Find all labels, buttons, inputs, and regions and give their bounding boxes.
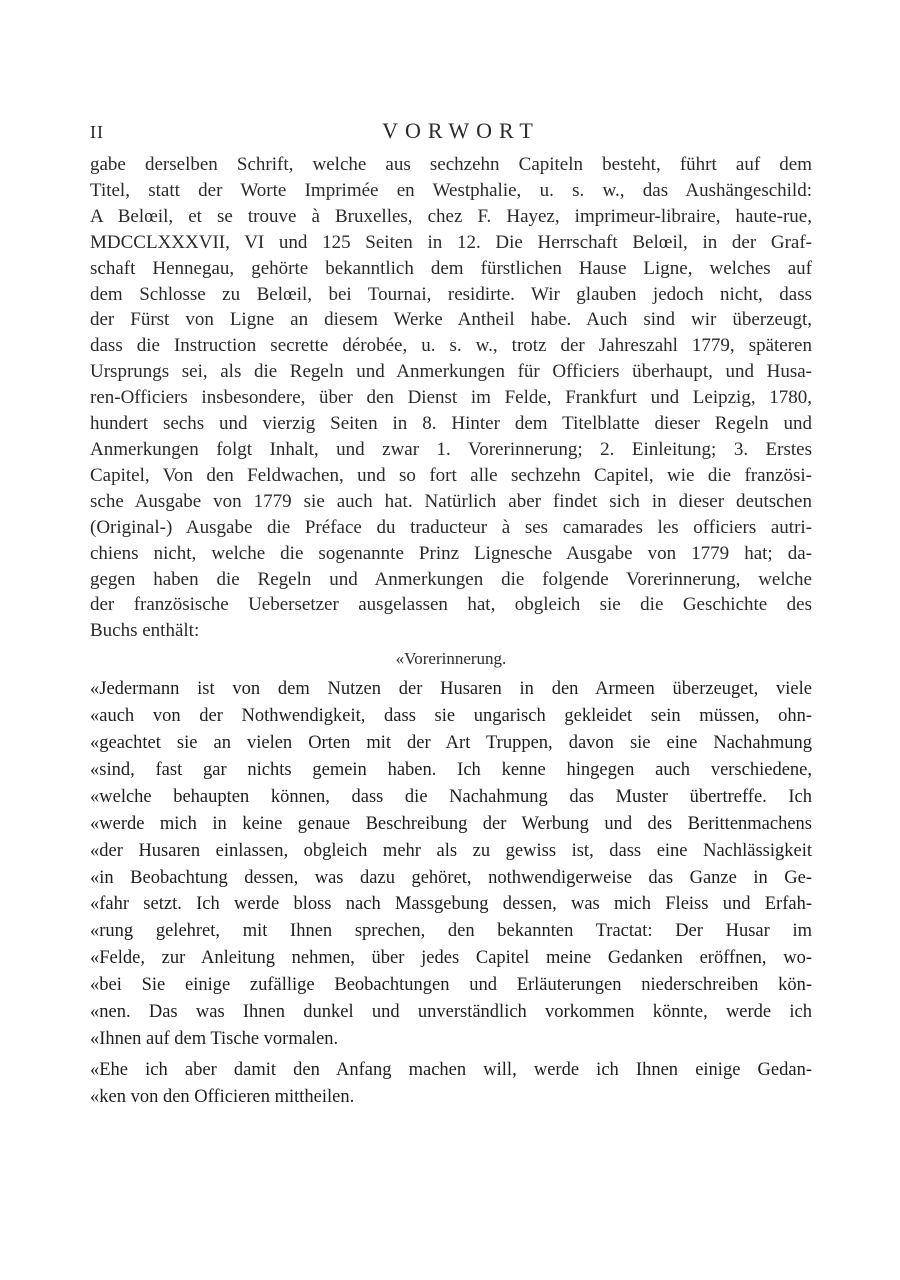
quote-line: «welche behaupten können, dass die Nachahmung das Muster übertreffe. Ich	[90, 786, 812, 807]
text-line: chiens nicht, welche die sogenannte Prinz Lignesche Ausgabe von 1779 hat; da-	[90, 542, 812, 564]
quote-heading: «Vorerinnerung.	[395, 649, 507, 669]
page-number: II	[90, 122, 104, 142]
quote-line: «rung gelehret, mit Ihnen sprechen, den bekannten Tractat: Der Husar im	[90, 921, 812, 942]
text-line: der Fürst von Ligne an diesem Werke Antheil habe. Auch sind wir überzeugt,	[90, 309, 812, 331]
text-line: Ursprungs sei, als die Regeln und Anmerkungen für Officiers überhaupt, und Husa-	[90, 361, 812, 383]
quote-line: «auch von der Nothwendigkeit, dass sie ungarisch gekleidet sein müssen, ohn-	[90, 706, 812, 727]
text-line: schaft Hennegau, gehörte bekanntlich dem fürstlichen Hause Ligne, welches auf	[90, 257, 812, 279]
page-header	[90, 118, 812, 152]
quote-line: «sind, fast gar nichts gemein haben. Ich kenne hingegen auch verschiedene,	[90, 759, 812, 780]
running-head: VORWORT	[382, 118, 540, 143]
quoted-paragraph-2	[90, 1057, 812, 1111]
text-line: dem Schlosse zu Belœil, bei Tournai, residirte. Wir glauben jedoch nicht, dass	[90, 283, 812, 305]
text-line: Titel, statt der Worte Imprimée en Westphalie, u. s. w., das Aushängeschild:	[90, 179, 812, 201]
quote-line: «nen. Das was Ihnen dunkel und unverständlich vorkommen könnte, werde ich	[90, 1002, 812, 1023]
text-line: ren-Officiers insbesondere, über den Dienst im Felde, Frankfurt und Leipzig, 1780,	[90, 387, 812, 409]
text-line: sche Ausgabe von 1779 sie auch hat. Natürlich aber findet sich in dieser deutschen	[90, 490, 812, 512]
text-line: der französische Uebersetzer ausgelassen hat, obgleich sie die Geschichte des	[90, 594, 812, 616]
page	[90, 118, 812, 1111]
quote-line: «Ihnen auf dem Tische vormalen.	[90, 1029, 339, 1049]
quote-line: «fahr setzt. Ich werde bloss nach Massgebung dessen, was mich Fleiss und Erfah-	[90, 894, 812, 915]
body-paragraph	[90, 152, 812, 644]
quoted-paragraph	[90, 676, 812, 1053]
text-line: dass die Instruction secrette dérobée, u. s. w., trotz der Jahreszahl 1779, späteren	[90, 335, 812, 357]
quote-line: «Jedermann ist von dem Nutzen der Husaren in den Armeen überzeuget, viele	[90, 679, 812, 700]
quote-line: «in Beobachtung dessen, was dazu gehöret, nothwendigerweise das Ganze in Ge-	[90, 867, 812, 888]
quote-line: «Felde, zur Anleitung nehmen, über jedes Capitel meine Gedanken eröffnen, wo-	[90, 948, 812, 969]
quote-line: «Ehe ich aber damit den Anfang machen will, werde ich Ihnen einige Gedan-	[90, 1059, 812, 1080]
text-line: Capitel, Von den Feldwachen, und so fort alle sechzehn Capitel, wie die französi-	[90, 464, 812, 486]
text-line: hundert sechs und vierzig Seiten in 8. Hinter dem Titelblatte dieser Regeln und	[90, 413, 812, 435]
quote-line: «geachtet sie an vielen Orten mit der Art Truppen, davon sie eine Nachahmung	[90, 733, 812, 754]
text-line: MDCCLXXXVII, VI und 125 Seiten in 12. Die Herrschaft Belœil, in der Graf-	[90, 231, 812, 253]
text-line: Anmerkungen folgt Inhalt, und zwar 1. Vorerinnerung; 2. Einleitung; 3. Erstes	[90, 438, 812, 460]
text-line: (Original-) Ausgabe die Préface du traducteur à ses camarades les officiers autri-	[90, 516, 812, 538]
text-line: Buchs enthält:	[90, 620, 200, 642]
quote-line: «der Husaren einlassen, obgleich mehr als zu gewiss ist, dass eine Nachlässigkeit	[90, 840, 812, 861]
text-line: gabe derselben Schrift, welche aus sechzehn Capiteln besteht, führt auf dem	[90, 154, 812, 175]
quote-line: «bei Sie einige zufällige Beobachtungen und Erläuterungen niederschreiben kön-	[90, 975, 812, 996]
text-line: A Belœil, et se trouve à Bruxelles, chez F. Hayez, imprimeur-libraire, haute-rue,	[90, 205, 812, 227]
quote-line: «ken von den Officieren mittheilen.	[90, 1086, 355, 1107]
text-line: gegen haben die Regeln und Anmerkungen die folgende Vorerinnerung, welche	[90, 568, 812, 590]
quote-line: «werde mich in keine genaue Beschreibung der Werbung und des Berittenmachens	[90, 813, 812, 834]
